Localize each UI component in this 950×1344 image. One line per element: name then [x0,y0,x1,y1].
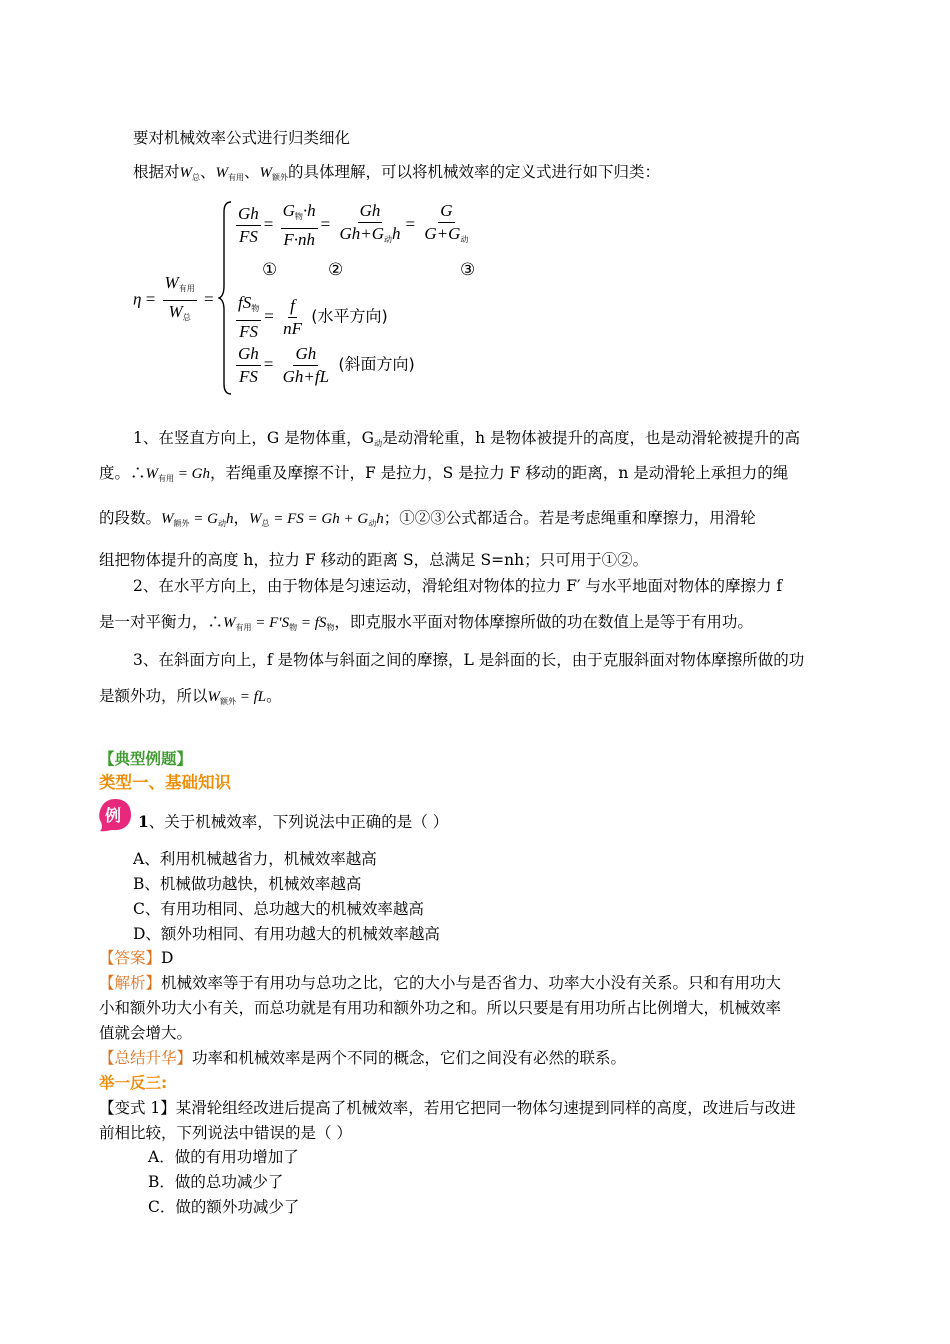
practice-heading: 举一反三: [99,1074,168,1092]
section-heading: 【典型例题】 [99,750,193,768]
summary: 【总结升华】功率和机械效率是两个不同的概念，它们之间没有必然的联系。 [99,1049,627,1067]
p2-line-1: 2、在水平方向上，由于物体是匀速运动，滑轮组对物体的拉力 F′ 与水平地面对物体的摩擦力 f [133,577,783,595]
variant-line-1: 【变式 1】某滑轮组经改进后提高了机械效率，若用它把同一物体匀速提到同样的高度，改进后与改进 [99,1099,796,1117]
p1-line-1: 1、在竖直方向上，G 是物体重，$G_动$是动滑轮重，h 是物体被提升的高度，也是动滑轮被提升的高 [133,429,800,448]
intro-heading: 要对机械效率公式进行归类细化 [133,129,351,147]
vertical-formula: $\frac{Gh}{FS}$ = $\frac{G_物\cdot h}{F\cdot nh}$ = $\frac{Gh}{Gh+G_动h}$ = $\frac{G}{G+G_动}$ [238,201,469,249]
option-a: A、利用机械越省力，机械效率越高 [133,850,377,868]
analysis-line-3: 值就会增大。 [99,1024,193,1042]
circled-3: ③ [460,260,476,279]
p1-line-2: 度。$\therefore W_{有用} = Gh$，若绳重及摩擦不计，F 是拉力，S 是拉力 F 移动的距离，n 是动滑轮上承担力的绳 [99,464,789,483]
option-b: B、机械做功越快，机械效率越高 [133,875,362,893]
question-1: 1、关于机械效率，下列说法中正确的是（ ） [138,812,449,831]
circled-1: ① [262,260,278,279]
intro-line-2 [133,162,660,188]
example-badge [97,797,133,833]
intro-sep-2: 、 [244,163,260,181]
p3-line-1: 3、在斜面方向上，f 是物体与斜面之间的摩擦，L 是斜面的长，由于克服斜面对物体摩擦所做的功 [133,651,805,669]
badge-label: 例 [105,806,122,825]
option-c: C、有用功相同、总功越大的机械效率越高 [133,900,424,918]
eta-definition: η = $\frac{W_{有用}}{W_总}$ = [133,273,214,322]
analysis-line-1: 【解析】机械效率等于有用功与总功之比，它的大小与是否省力、功率大小没有关系。只和有用功大 [99,974,782,992]
p1-line-4: 组把物体提升的高度 h，拉力 F 移动的距离 S，总满足 S=nh；只可用于①②。 [99,551,649,569]
circled-2: ② [328,260,344,279]
intro-sep-1: 、 [200,163,216,181]
variant-option-a: A．做的有用功增加了 [148,1148,299,1166]
option-d: D、额外功相同、有用功越大的机械效率越高 [133,925,440,943]
variant-option-c: C．做的额外功减少了 [148,1198,300,1216]
intro-prefix: 根据对 [133,163,180,181]
p1-line-3: 的段数。$W_{额外} = G_动h$，$W_总$ = FS = $Gh + G_动h$；①②③公式都适合。若是考虑绳重和摩擦力，用滑轮 [99,509,756,528]
answer: 【答案】D [99,949,174,967]
incline-formula: $\frac{Gh}{FS}$ = $\frac{Gh}{Gh+fL}$ (斜面方向) [238,344,415,386]
w-useful-symbol: $W_{有用}$ [215,165,245,182]
type1-heading: 类型一、基础知识 [99,773,231,792]
variant-option-b: B．做的总功减少了 [148,1173,284,1191]
p2-line-2: 是一对平衡力，$\therefore W_{有用} = F'S_物 = fS_物$，即克服水平面对物体摩擦所做的功在数值上是等于有用功。 [99,613,753,632]
w-extra-symbol: $W_{额外}$ [259,165,289,182]
p3-line-2: 是额外功，所以$W_{额外}$ = fL。 [99,687,282,706]
w-total-symbol: $W_总$ [179,165,201,182]
intro-suffix: 的具体理解，可以将机械效率的定义式进行如下归类： [288,163,661,181]
variant-line-2: 前相比较，下列说法中错误的是（ ） [99,1124,352,1142]
analysis-line-2: 小和额外功大小有关，而总功就是有用功和额外功之和。所以只要是有用功所占比例增大，机械效率 [99,999,782,1017]
horizontal-formula: $\frac{fS_物}{FS}$ = $\frac{f}{nF}$ (水平方向) [238,293,388,341]
big-brace [218,200,234,396]
